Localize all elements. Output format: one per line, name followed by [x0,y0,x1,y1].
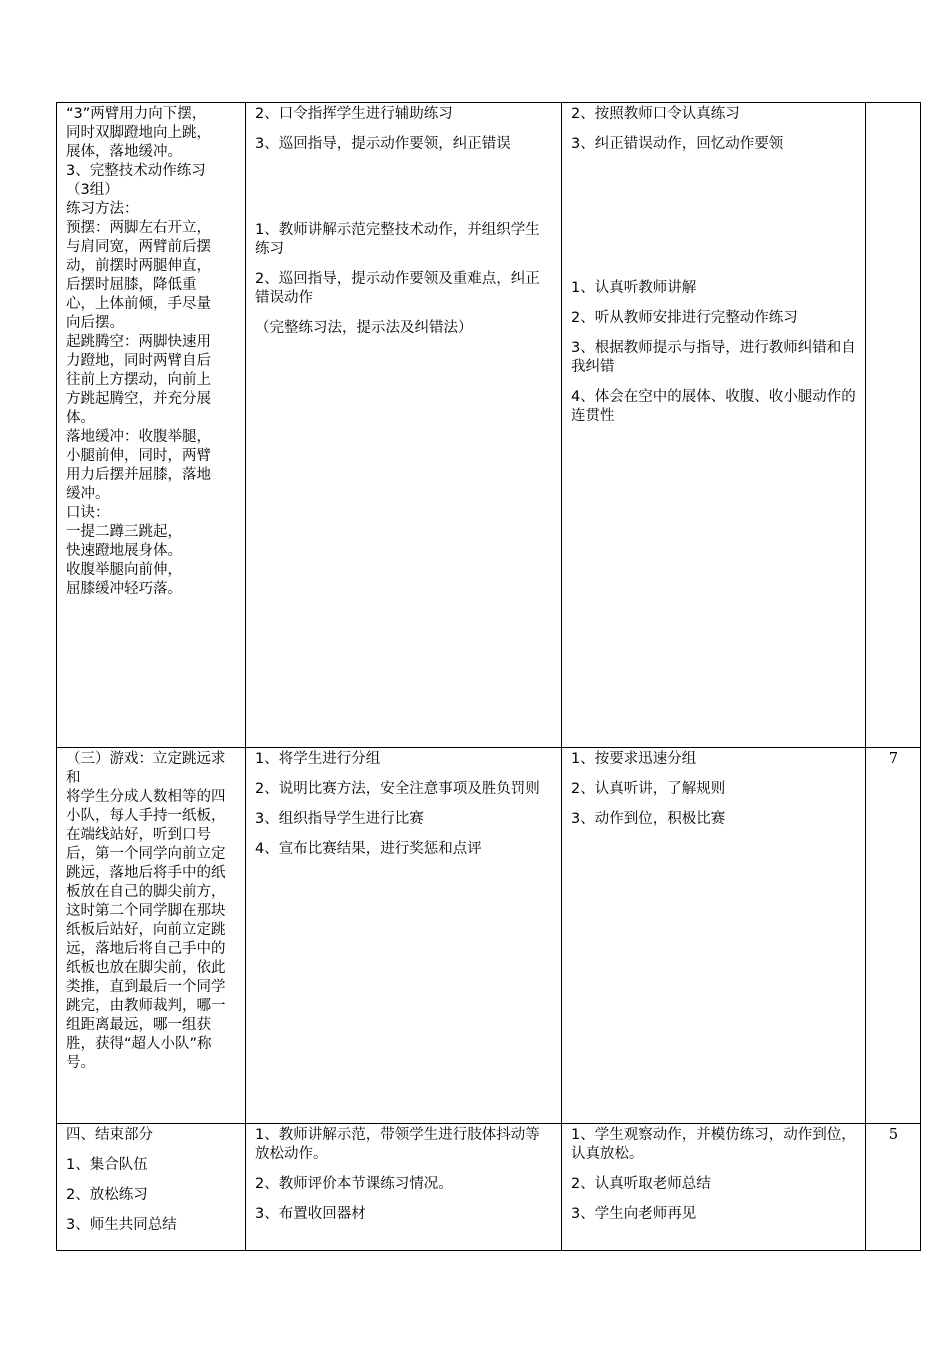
teacher-item: （完整练习法，提示法及纠错法） [255,320,473,336]
teacher-item: 2、口令指挥学生进行辅助练习 [255,106,453,122]
content-line: 快速蹬地展身体。 [66,543,182,559]
student-item: 2、认真听讲，了解规则 [571,781,726,797]
teacher-item: 1、将学生进行分组 [255,751,381,767]
time-cell [866,103,921,748]
content-line: 起跳腾空：两脚快速用 [66,334,211,350]
teacher-activity-cell [246,103,562,748]
teacher-item: 4、宣布比赛结果，进行奖惩和点评 [255,841,482,857]
student-item: 3、动作到位，积极比赛 [571,811,726,827]
game-description: （三）游戏：立定跳远求和 将学生分成人数相等的四小队，每人手持一纸板，在端线站好，听到口号后，第一个同学向前立定跳远，落地后将手中的纸板放在自己的脚尖前方，这时第二个同学脚在那块纸板后站好，向前立定跳远，落地后将自己手中的纸板也放在脚尖前，依此类推，直到最后一个同学跳完，由教师裁判，哪一组距离最远，哪一组获胜，获得“超人小队”称号。 [66,751,226,1071]
teacher-item: 1、教师讲解示范，带领学生进行肢体抖动等放松动作。 [255,1127,540,1162]
teacher-item: 1、教师讲解示范完整技术动作，并组织学生练习 [255,222,540,257]
content-line: 收腹举腿向前伸， [66,562,182,578]
content-line: 练习方法： [66,201,139,217]
content-line: “3”两臂用力向下摆， [66,106,207,122]
teacher-item: 3、组织指导学生进行比赛 [255,811,424,827]
content-line: 体。 [66,410,95,426]
content-line: 缓冲。 [66,486,110,502]
lesson-plan-table [56,102,921,1251]
content-line: 动，前摆时两腿伸直， [66,258,211,274]
content-line: 预摆：两脚左右开立， [66,220,211,236]
content-line: 落地缓冲：收腹举腿， [66,429,211,445]
student-activity-cell [562,103,866,748]
content-line: 一提二蹲三跳起， [66,524,182,540]
content-cell [57,103,246,748]
table-row [57,103,921,748]
content-item: 1、集合队伍 [66,1157,148,1173]
content-line: 向后摆。 [66,315,124,331]
teacher-item: 3、巡回指导，提示动作要领，纠正错误 [255,136,511,152]
teacher-item: 2、说明比赛方法，安全注意事项及胜负罚则 [255,781,540,797]
content-item: 3、师生共同总结 [66,1217,177,1233]
student-item: 1、按要求迅速分组 [571,751,697,767]
content-line: 口诀： [66,505,110,521]
table-row [57,1124,921,1251]
content-line: 3、完整技术动作练习 [66,163,206,179]
content-line: 心，上体前倾，手尽量 [66,296,211,312]
content-line: 小腿前伸，同时，两臂 [66,448,211,464]
time-cell: 7 [866,748,921,1124]
content-line: 后摆时屈膝，降低重 [66,277,197,293]
content-line: （3组） [66,182,119,198]
student-item: 3、学生向老师再见 [571,1206,697,1222]
content-line: 同时双脚蹬地向上跳， [66,125,211,141]
teacher-activity-cell [246,748,562,1124]
time-cell: 5 [866,1124,921,1251]
student-item: 2、听从教师安排进行完整动作练习 [571,310,798,326]
section-heading: 四、结束部分 [66,1127,153,1143]
content-line: 方跳起腾空，并充分展 [66,391,211,407]
content-line: 屈膝缓冲轻巧落。 [66,581,182,597]
content-cell [57,748,246,1124]
teacher-item: 2、巡回指导，提示动作要领及重难点，纠正错误动作 [255,271,540,306]
content-item: 2、放松练习 [66,1187,148,1203]
teacher-item: 2、教师评价本节课练习情况。 [255,1176,453,1192]
student-item: 4、体会在空中的展体、收腹、收小腿动作的连贯性 [571,389,856,424]
student-item: 3、根据教师提示与指导，进行教师纠错和自我纠错 [571,340,856,375]
teacher-item: 3、布置收回器材 [255,1206,366,1222]
content-line: 力蹬地，同时两臂自后 [66,353,211,369]
content-line: 展体，落地缓冲。 [66,144,182,160]
student-item: 1、学生观察动作，并模仿练习，动作到位，认真放松。 [571,1127,856,1162]
student-activity-cell [562,1124,866,1251]
teacher-activity-cell [246,1124,562,1251]
student-item: 1、认真听教师讲解 [571,280,697,296]
table-row [57,748,921,1124]
student-activity-cell [562,748,866,1124]
student-item: 3、纠正错误动作，回忆动作要领 [571,136,784,152]
content-cell [57,1124,246,1251]
student-item: 2、按照教师口令认真练习 [571,106,740,122]
content-line: 往前上方摆动，向前上 [66,372,211,388]
student-item: 2、认真听取老师总结 [571,1176,711,1192]
content-line: 与肩同宽，两臂前后摆 [66,239,211,255]
content-line: 用力后摆并屈膝，落地 [66,467,211,483]
